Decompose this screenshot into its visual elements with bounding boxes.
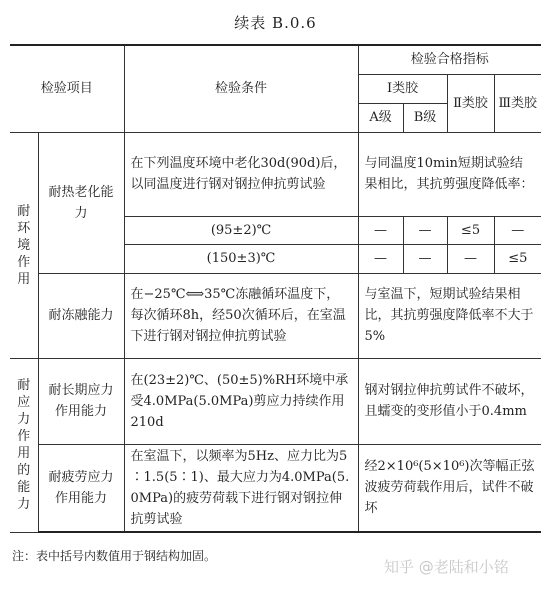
group-stress — [10, 358, 38, 532]
row-freeze-criteria: 与室温下，短期试验结果相比，其抗剪强度降低率不大于5% — [358, 273, 541, 358]
header-class1: Ⅰ类胶 — [358, 74, 447, 103]
row-heat95-a: — — [358, 216, 403, 244]
row-fatigue-item: 耐疲劳应力作用能力 — [38, 444, 124, 532]
header-condition: 检验条件 — [124, 45, 358, 132]
spec-table — [10, 44, 541, 533]
row-fatigue-criteria: 经2×10⁶(5×10⁶)次等幅正弦波疲劳荷载作用后，试件不破坏 — [358, 444, 541, 532]
group-env-label: 耐环境作用 — [17, 203, 31, 287]
row-heat-item: 耐热老化能力 — [38, 132, 124, 273]
header-class2: Ⅱ类胶 — [447, 74, 494, 132]
row-freeze-item: 耐冻融能力 — [38, 273, 124, 358]
row-heat150-condition: (150±3)℃ — [124, 244, 358, 273]
header-item: 检验项目 — [10, 45, 124, 132]
group-env — [10, 132, 38, 358]
row-heat150-c2: — — [447, 244, 494, 273]
table-title: 续表 B.0.6 — [234, 14, 317, 32]
row-heat150-c3: ≤5 — [494, 244, 541, 273]
table-note: 注：表中括号内数值用于钢结构加固。 — [12, 549, 217, 563]
row-heat-condition: 在下列温度环境中老化30d(90d)后，以同温度进行钢对钢拉伸抗剪试验 — [124, 132, 358, 216]
row-heat95-condition: (95±2)℃ — [124, 216, 358, 244]
header-criteria: 检验合格指标 — [358, 45, 541, 74]
watermark: 知乎 @老陆和小铭 — [384, 558, 509, 576]
row-heat150-a: — — [358, 244, 403, 273]
header-class3: Ⅲ类胶 — [494, 74, 541, 132]
row-longterm-criteria: 钢对钢拉伸抗剪试件不破坏，且蠕变的变形值小于0.4mm — [358, 358, 541, 444]
row-heat95-c3: — — [494, 216, 541, 244]
row-longterm-item: 耐长期应力作用能力 — [38, 358, 124, 444]
header-grade-b: B级 — [403, 103, 447, 132]
row-longterm-condition: 在(23±2)℃、(50±5)%RH环境中承受4.0MPa(5.0MPa)剪应力持续作用210d — [124, 358, 358, 444]
row-heat95-c2: ≤5 — [447, 216, 494, 244]
row-heat-criteria: 与同温度10min短期试验结果相比，其抗剪强度降低率： — [358, 132, 541, 216]
header-grade-a: A级 — [358, 103, 403, 132]
row-heat95-b: — — [403, 216, 447, 244]
group-stress-label: 耐应力作用的能力 — [17, 378, 31, 512]
row-fatigue-condition: 在室温下，以频率为5Hz、应力比为5∶1.5(5∶1)、最大应力为4.0MPa(5.0MPa)的疲劳荷载下进行钢对钢拉伸抗剪试验 — [124, 444, 358, 532]
row-freeze-condition: 在−25℃⟺35℃冻融循环温度下，每次循环8h，经50次循环后，在室温下进行钢对钢拉伸抗剪试验 — [124, 273, 358, 358]
row-heat150-b: — — [403, 244, 447, 273]
